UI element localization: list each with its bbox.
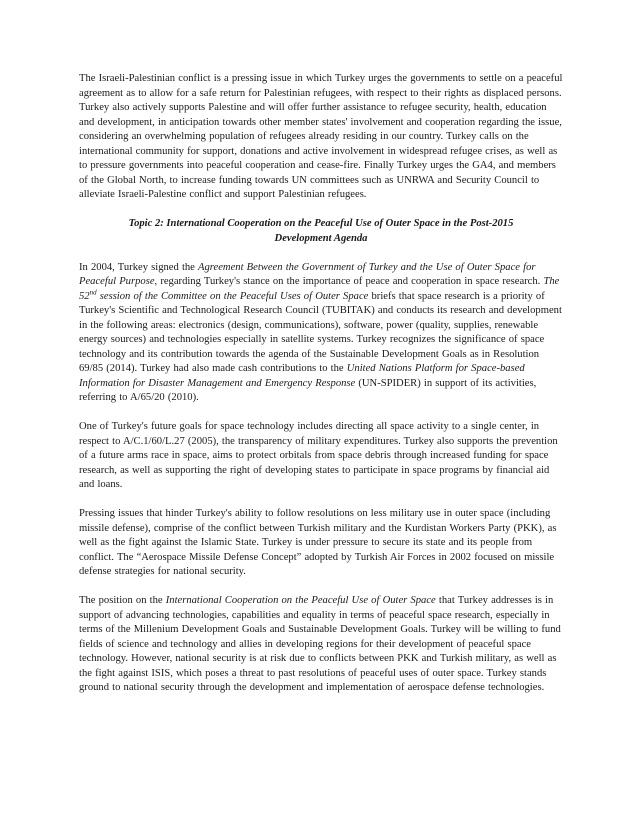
- paragraph-text: In 2004, Turkey signed the: [79, 261, 199, 273]
- ordinal-suffix: nd: [89, 287, 97, 296]
- paragraph-text: (UN-SPIDER) in support of its activities, referring to A/65/20 (2010).: [79, 377, 537, 403]
- paragraph-text: that Turkey addresses is in support of advancing technologies, capabilities and equality in terms of peaceful space research, especially in terms of the Millenium Development Goals and Sustainable Development Goals. Turkey will be willing to fund fields of science and technology and allies in developing regions for their development of peaceful space technology. However, national security is at risk due to conflicts between PKK and Turkish military, as well as the fight against ISIS, which poses a threat to past resolutions of peaceful uses of outer space. Turkey stands ground to national security through the development and implementation of aerospace defense technologies.: [79, 595, 561, 693]
- session-title-text: session of the Committee on the Peaceful Uses of Outer Space: [96, 290, 369, 302]
- topic-heading: [79, 217, 563, 246]
- topic-title-reference: International Cooperation on the Peaceful Use of Outer Space: [165, 595, 436, 606]
- paragraph-text: , regarding Turkey's stance on the importance of peace and cooperation in space research.: [154, 276, 544, 287]
- document-page: [79, 72, 563, 696]
- future-goals-paragraph: One of Turkey's future goals for space technology includes directing all space activity to a single center, in respect to A/C.1/60/L.27 (2005), the transparency of military expenditures. Turkey also supports the prevention of a future arms race in space, aims to protect orbitals from space debris through increased funding for space research, as well as supporting the right of developing states to participate in space programs by financial aid and loans.: [79, 421, 558, 490]
- un-platform-title: United Nations Platform for Space-based Information for Disaster Management and Emergency Response: [79, 363, 525, 389]
- topic-heading-line-2: Development Agenda: [274, 232, 368, 244]
- session-title-text: The 52: [79, 276, 560, 302]
- pressing-issues-paragraph: Pressing issues that hinder Turkey's ability to follow resolutions on less military use in outer space (including missile defense), comprise of the conflict between Turkish military and the Kurdistan Workers Party (PKK), as well as the fight against the Islamic State. Turkey is under pressure to secure its state and its people from conflict. The “Aerospace Missile Defense Concept” adopted by Turkish Air Forces in 2002 focused on missile defense strategies for national security.: [79, 508, 557, 577]
- intro-paragraph: The Israeli-Palestinian conflict is a pressing issue in which Turkey urges the governments to settle on a peaceful agreement as to allow for a safe return for Palestinian refugees, with respect to their rights as displaced persons. Turkey also actively supports Palestine and will offer further assistance to refugee security, health, education and development, in anticipation towards other member states' involvement and cooperation regarding the issue, considering an overwhelming population of refugees already residing in our country. Turkey calls on the international community for support, donations and active involvement in widespread refugee crises, as well as to pressure governments into peaceful cooperation and cease-fire. Finally Turkey urges the GA4, and members of the Global North, to increase funding towards UN committees such as UNRWA and Security Council to alleviate Israeli-Palestine conflict and support Palestinian refugees.: [79, 73, 563, 200]
- agreement-paragraph: [79, 261, 563, 406]
- position-paragraph: [79, 594, 563, 696]
- paragraph-text: The position on the: [79, 595, 166, 606]
- paragraph-text: briefs that space research is a priority of Turkey's Scientific and Technological Research Council (TUBITAK) and conducts its research and development in the following areas: electronics (design, communications), software, power (quality, supplies, renewable energy sources) and technologies especially in satellite systems. Turkey recognizes the significance of space technology and its contribution towards the agenda of the Sustainable Development Goals as in Resolution 69/85 (2014). Turkey had also made cash contributions to the: [79, 290, 562, 374]
- agreement-title: Agreement Between the Government of Turkey and the Use of Outer Space for Peaceful Purpose: [79, 261, 536, 287]
- topic-heading-line-1: Topic 2: International Cooperation on the Peaceful Use of Outer Space in the Post-2015: [128, 218, 514, 229]
